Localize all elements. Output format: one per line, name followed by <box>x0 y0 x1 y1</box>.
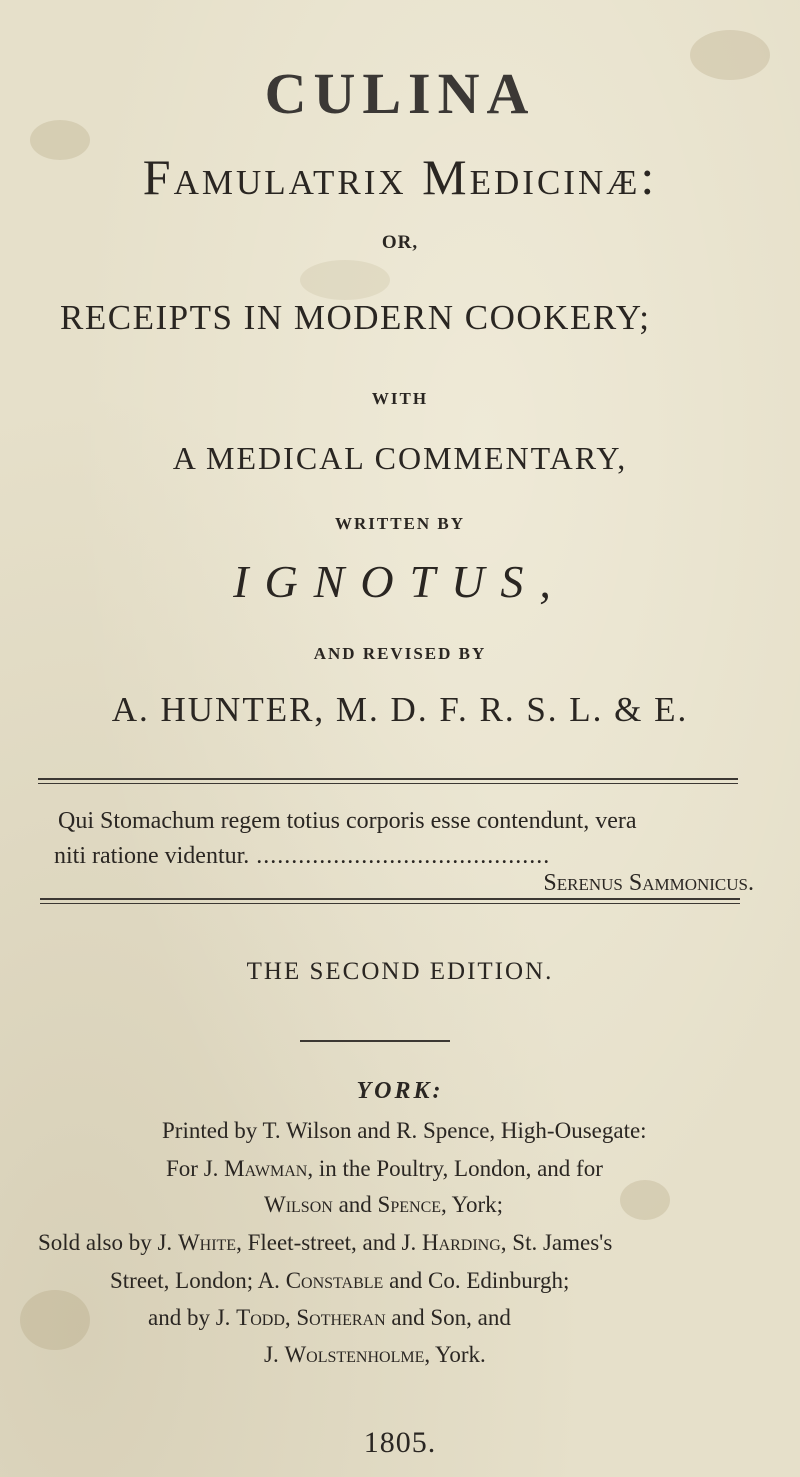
imprint-line-2 <box>166 1156 603 1182</box>
imprint-bookseller: Spence <box>377 1192 442 1217</box>
imprint-line-7 <box>264 1342 486 1368</box>
written-by-label: WRITTEN BY <box>334 514 466 533</box>
imprint-bookseller: Harding <box>421 1230 501 1255</box>
epigraph-line-1: Qui Stomachum regem totius corporis esse contendunt, vera <box>58 808 637 834</box>
epigraph-source: Serenus Sammonicus. <box>543 870 754 896</box>
alternate-title: RECEIPTS IN MODERN COOKERY; <box>60 298 651 337</box>
imprint-line-6 <box>148 1305 511 1331</box>
ornamental-rule <box>300 1040 450 1042</box>
imprint-bookseller: Constable <box>285 1268 384 1293</box>
imprint-line-5 <box>110 1268 569 1294</box>
imprint-bookseller: Todd <box>236 1305 285 1330</box>
double-rule-bottom-thin <box>40 903 740 904</box>
commentary-title: A MEDICAL COMMENTARY, <box>172 440 628 476</box>
publication-year: 1805. <box>363 1426 437 1459</box>
imprint-text: , <box>284 1305 297 1330</box>
imprint-text: and Son, and <box>385 1305 511 1330</box>
imprint-text: , York; <box>441 1192 504 1217</box>
imprint-place: YORK: <box>356 1078 444 1104</box>
author-name: IGNOTUS, <box>233 556 567 607</box>
imprint-text: Sold also by J. <box>38 1230 178 1255</box>
imprint-text: J. <box>264 1342 285 1367</box>
edition-label: THE SECOND EDITION. <box>246 958 554 985</box>
imprint-line-3 <box>264 1192 503 1218</box>
imprint-text: , Fleet-street, and J. <box>236 1230 422 1255</box>
imprint-text: , in the Poultry, London, and for <box>307 1156 603 1181</box>
double-rule-top <box>38 778 738 780</box>
imprint-bookseller: Wilson <box>264 1192 333 1217</box>
imprint-text: Street, London; A. <box>110 1268 286 1293</box>
reviser-name: A. HUNTER, M. D. F. R. S. L. & E. <box>111 690 689 729</box>
imprint-text: and by J. <box>148 1305 237 1330</box>
double-rule-top-thin <box>38 783 738 784</box>
imprint-bookseller: Mawman <box>224 1156 308 1181</box>
imprint-text: , St. James's <box>500 1230 613 1255</box>
double-rule-bottom <box>40 898 740 900</box>
imprint-text: For J. <box>166 1156 225 1181</box>
epigraph-line-2 <box>54 843 754 897</box>
epigraph-leader-dots: .......................................... <box>249 843 551 869</box>
imprint-bookseller: White <box>177 1230 237 1255</box>
imprint-text: and Co. Edinburgh; <box>383 1268 570 1293</box>
book-title: CULINA <box>264 61 536 126</box>
imprint-bookseller: Wolstenholme <box>284 1342 425 1367</box>
imprint-line-1: Printed by T. Wilson and R. Spence, High-Ousegate: <box>162 1118 647 1143</box>
foxing-stain <box>620 1180 670 1220</box>
foxing-stain <box>20 1290 90 1350</box>
or-connector: OR, <box>381 232 419 253</box>
book-subtitle: Famulatrix Medicinæ: <box>142 149 658 205</box>
imprint-text: , York. <box>424 1342 486 1367</box>
epigraph-text: niti ratione videntur. <box>54 843 250 869</box>
imprint-text: and <box>332 1192 378 1217</box>
with-connector: WITH <box>371 389 429 408</box>
revised-by-label: AND REVISED BY <box>313 644 487 663</box>
imprint-line-4 <box>38 1230 612 1256</box>
imprint-bookseller: Sotheran <box>296 1305 386 1330</box>
foxing-stain <box>300 260 390 300</box>
